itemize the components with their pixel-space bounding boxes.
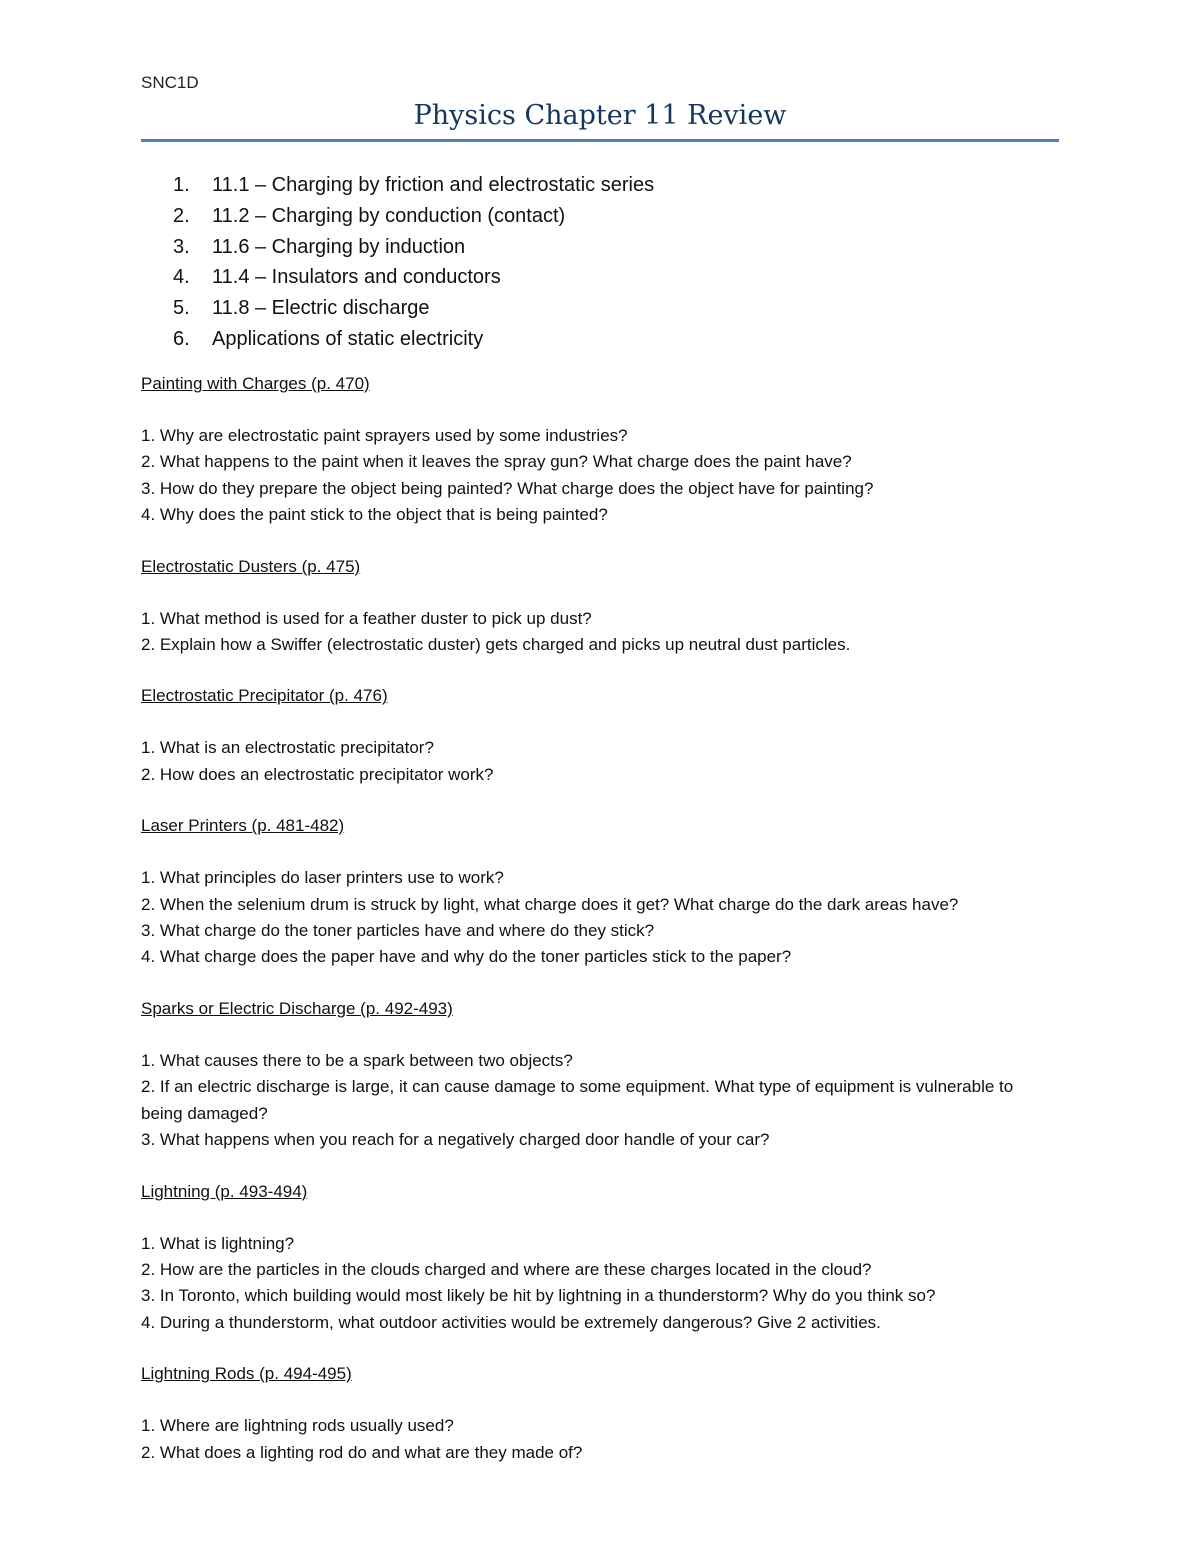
section-lightning-rods [141, 1361, 1101, 1466]
topic-number: 1. [173, 174, 190, 196]
topic-number: 5. [173, 297, 190, 320]
question: 1. What principles do laser printers use to work? [141, 868, 504, 888]
question: 3. What happens when you reach for a negatively charged door handle of your car? [141, 1130, 770, 1150]
question: 2. How does an electrostatic precipitator work? [141, 764, 494, 784]
topic-number: 6. [173, 327, 190, 350]
question: 4. What charge does the paper have and why do the toner particles stick to the paper? [141, 947, 792, 967]
topic-text: 11.4 – Insulators and conductors [212, 266, 501, 289]
question: 2. If an electric discharge is large, it can cause damage to some equipment. What type of equipment is vulnerable to being damaged? [141, 1077, 1014, 1123]
question: 1. What is an electrostatic precipitator? [141, 738, 434, 758]
topic-number: 4. [173, 266, 190, 289]
topic-number: 3. [173, 235, 190, 258]
section-electrostatic-precipitator [141, 683, 1101, 788]
section-heading: Laser Printers (p. 481-482) [141, 816, 345, 836]
question: 4. Why does the paint stick to the object that is being painted? [141, 505, 608, 525]
topic-text: 11.6 – Charging by induction [212, 235, 466, 258]
question: 1. What causes there to be a spark between two objects? [141, 1050, 573, 1070]
section-heading: Sparks or Electric Discharge (p. 492-493) [141, 998, 453, 1018]
question: 1. What method is used for a feather duster to pick up dust? [141, 608, 592, 628]
topic-item [173, 262, 1053, 293]
title-underline [141, 139, 1059, 142]
section-laser-printers [141, 813, 1101, 971]
question: 3. What charge do the toner particles have and where do they stick? [141, 921, 655, 941]
question: 2. What does a lighting rod do and what are they made of? [141, 1442, 583, 1462]
topic-number: 2. [173, 204, 190, 227]
question: 1. Where are lightning rods usually used? [141, 1416, 454, 1436]
topic-item [173, 201, 1053, 232]
question: 2. How are the particles in the clouds charged and where are these charges located in the cloud? [141, 1259, 872, 1279]
question: 2. What happens to the paint when it leaves the spray gun? What charge does the paint have? [141, 452, 852, 472]
topic-item [173, 324, 1053, 355]
question: 3. In Toronto, which building would most likely be hit by lightning in a thunderstorm? Why do you think so? [141, 1286, 936, 1306]
question: 1. What is lightning? [141, 1233, 295, 1253]
course-code: SNC1D [141, 73, 199, 92]
question-sections [141, 371, 1101, 1491]
question: 3. How do they prepare the object being painted? What charge does the object have for painting? [141, 478, 874, 498]
section-lightning [141, 1179, 1101, 1337]
question: 2. Explain how a Swiffer (electrostatic duster) gets charged and picks up neutral dust particles. [141, 635, 851, 655]
section-heading: Lightning (p. 493-494) [141, 1181, 308, 1201]
section-heading: Lightning Rods (p. 494-495) [141, 1364, 352, 1384]
topic-text: 11.8 – Electric discharge [212, 297, 430, 320]
section-sparks-electric-discharge [141, 996, 1101, 1154]
topic-item [173, 293, 1053, 324]
topic-text: 11.2 – Charging by conduction (contact) [212, 204, 566, 227]
section-heading: Electrostatic Dusters (p. 475) [141, 556, 361, 576]
topic-item [173, 232, 1053, 263]
topic-item [173, 170, 1053, 201]
topic-text: Applications of static electricity [212, 327, 484, 350]
question: 4. During a thunderstorm, what outdoor activities would be extremely dangerous? Give 2 activities. [141, 1312, 881, 1332]
topic-text: 11.1 – Charging by friction and electrostatic series [212, 174, 655, 196]
question: 1. Why are electrostatic paint sprayers used by some industries? [141, 426, 628, 445]
section-heading: Electrostatic Precipitator (p. 476) [141, 686, 388, 706]
page-title: Physics Chapter 11 Review [413, 100, 787, 131]
section-painting-with-charges [141, 371, 1101, 529]
section-heading: Painting with Charges (p. 470) [141, 374, 370, 393]
question: 2. When the selenium drum is struck by light, what charge does it get? What charge do the dark areas have? [141, 894, 959, 914]
section-electrostatic-dusters [141, 554, 1101, 659]
topic-list [173, 170, 1053, 355]
